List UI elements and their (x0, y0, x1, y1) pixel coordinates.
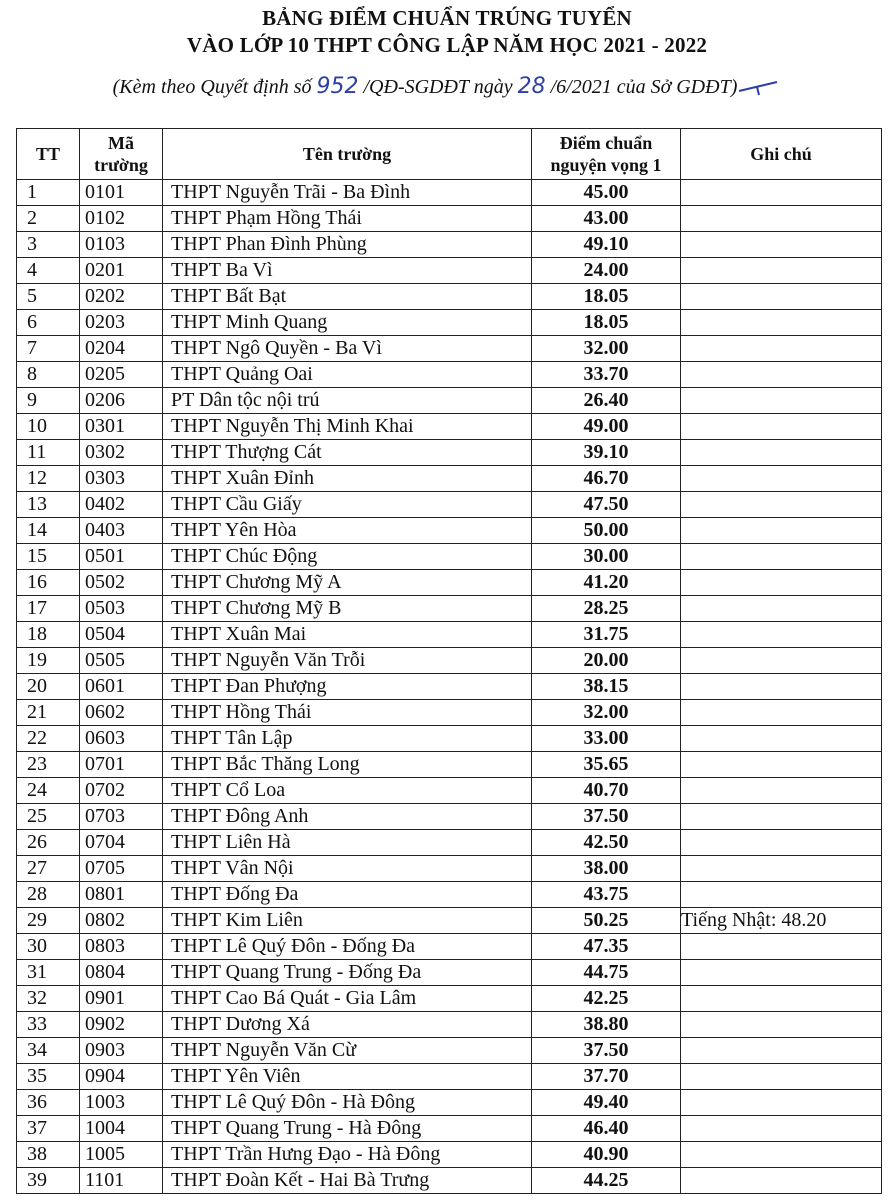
school-name: THPT Chương Mỹ B (163, 596, 532, 622)
school-code: 0205 (80, 362, 163, 388)
admission-score-table (16, 128, 882, 1194)
school-code: 0704 (80, 830, 163, 856)
school-name: THPT Phan Đình Phùng (163, 232, 532, 258)
school-name: THPT Ba Vì (163, 258, 532, 284)
school-code: 0901 (80, 986, 163, 1012)
row-number: 6 (17, 310, 80, 336)
school-name: THPT Bắc Thăng Long (163, 752, 532, 778)
school-name: THPT Quang Trung - Hà Đông (163, 1116, 532, 1142)
school-code: 0505 (80, 648, 163, 674)
row-number: 35 (17, 1064, 80, 1090)
cutoff-score: 33.00 (532, 726, 681, 752)
cutoff-score: 44.75 (532, 960, 681, 986)
school-name: THPT Bất Bạt (163, 284, 532, 310)
handwritten-tick-mark-icon (737, 79, 781, 97)
note (681, 986, 882, 1012)
note (681, 570, 882, 596)
table-row (17, 622, 882, 648)
table-row (17, 648, 882, 674)
note (681, 466, 882, 492)
document-title-line-2: VÀO LỚP 10 THPT CÔNG LẬP NĂM HỌC 2021 - 2022 (186, 33, 708, 57)
school-code: 0903 (80, 1038, 163, 1064)
school-code: 0103 (80, 232, 163, 258)
school-code: 0902 (80, 1012, 163, 1038)
table-row (17, 596, 882, 622)
school-code: 0701 (80, 752, 163, 778)
school-name: THPT Ngô Quyền - Ba Vì (163, 336, 532, 362)
cutoff-score: 43.00 (532, 206, 681, 232)
school-code: 0703 (80, 804, 163, 830)
note (681, 674, 882, 700)
school-name: THPT Cổ Loa (163, 778, 532, 804)
row-number: 19 (17, 648, 80, 674)
school-name: THPT Cao Bá Quát - Gia Lâm (163, 986, 532, 1012)
table-row (17, 544, 882, 570)
row-number: 8 (17, 362, 80, 388)
note (681, 830, 882, 856)
subtitle-part-1: (Kèm theo Quyết định số (112, 76, 317, 98)
table-row (17, 310, 882, 336)
cutoff-score: 32.00 (532, 336, 681, 362)
note (681, 960, 882, 986)
cutoff-score: 42.25 (532, 986, 681, 1012)
row-number: 37 (17, 1116, 80, 1142)
table-row (17, 700, 882, 726)
table-row (17, 752, 882, 778)
note (681, 1116, 882, 1142)
school-name: THPT Quảng Oai (163, 362, 532, 388)
school-name: THPT Nguyễn Văn Cừ (163, 1038, 532, 1064)
handwritten-decision-number: 952 (316, 74, 359, 99)
header-ten-truong: Tên trường (163, 129, 532, 180)
cutoff-score: 32.00 (532, 700, 681, 726)
school-name: THPT Thượng Cát (163, 440, 532, 466)
subtitle-part-2: /QĐ-SGDĐT ngày (358, 76, 518, 98)
note (681, 440, 882, 466)
cutoff-score: 44.25 (532, 1168, 681, 1194)
row-number: 15 (17, 544, 80, 570)
row-number: 12 (17, 466, 80, 492)
note (681, 804, 882, 830)
school-name: THPT Lê Quý Đôn - Đống Đa (163, 934, 532, 960)
school-code: 0503 (80, 596, 163, 622)
note (681, 492, 882, 518)
header-ma-line-1: Mã (108, 133, 134, 153)
table-row (17, 986, 882, 1012)
row-number: 4 (17, 258, 80, 284)
school-name: THPT Chương Mỹ A (163, 570, 532, 596)
school-code: 0204 (80, 336, 163, 362)
cutoff-score: 37.50 (532, 1038, 681, 1064)
cutoff-score: 39.10 (532, 440, 681, 466)
school-name: THPT Cầu Giấy (163, 492, 532, 518)
school-name: THPT Yên Hòa (163, 518, 532, 544)
header-tt: TT (17, 129, 80, 180)
cutoff-score: 45.00 (532, 180, 681, 206)
cutoff-score: 28.25 (532, 596, 681, 622)
note (681, 310, 882, 336)
note (681, 752, 882, 778)
cutoff-score: 46.40 (532, 1116, 681, 1142)
table-row (17, 674, 882, 700)
school-name: THPT Xuân Mai (163, 622, 532, 648)
school-name: THPT Xuân Đỉnh (163, 466, 532, 492)
cutoff-score: 18.05 (532, 310, 681, 336)
school-name: THPT Nguyễn Thị Minh Khai (163, 414, 532, 440)
subtitle-part-3: /6/2021 của Sở GDĐT) (545, 76, 738, 98)
table-row (17, 1142, 882, 1168)
cutoff-score: 40.90 (532, 1142, 681, 1168)
school-code: 0504 (80, 622, 163, 648)
school-name: THPT Đan Phượng (163, 674, 532, 700)
row-number: 1 (17, 180, 80, 206)
row-number: 26 (17, 830, 80, 856)
table-row (17, 206, 882, 232)
cutoff-score: 30.00 (532, 544, 681, 570)
cutoff-score: 24.00 (532, 258, 681, 284)
row-number: 10 (17, 414, 80, 440)
table-row (17, 518, 882, 544)
row-number: 31 (17, 960, 80, 986)
table-row (17, 466, 882, 492)
note (681, 726, 882, 752)
school-code: 0403 (80, 518, 163, 544)
note (681, 414, 882, 440)
row-number: 33 (17, 1012, 80, 1038)
cutoff-score: 43.75 (532, 882, 681, 908)
table-row (17, 1012, 882, 1038)
school-code: 0602 (80, 700, 163, 726)
row-number: 32 (17, 986, 80, 1012)
school-name: THPT Kim Liên (163, 908, 532, 934)
row-number: 3 (17, 232, 80, 258)
cutoff-score: 42.50 (532, 830, 681, 856)
row-number: 13 (17, 492, 80, 518)
note (681, 1090, 882, 1116)
note (681, 544, 882, 570)
school-code: 0501 (80, 544, 163, 570)
note (681, 388, 882, 414)
school-name: THPT Minh Quang (163, 310, 532, 336)
school-code: 1005 (80, 1142, 163, 1168)
table-header-row (17, 129, 882, 180)
table-row (17, 284, 882, 310)
school-code: 0502 (80, 570, 163, 596)
row-number: 18 (17, 622, 80, 648)
cutoff-score: 38.80 (532, 1012, 681, 1038)
school-code: 0302 (80, 440, 163, 466)
row-number: 27 (17, 856, 80, 882)
table-row (17, 440, 882, 466)
row-number: 28 (17, 882, 80, 908)
school-name: THPT Lê Quý Đôn - Hà Đông (163, 1090, 532, 1116)
table-row (17, 908, 882, 934)
note (681, 336, 882, 362)
school-code: 0904 (80, 1064, 163, 1090)
header-ma-truong (80, 129, 163, 180)
table-row (17, 804, 882, 830)
cutoff-score: 18.05 (532, 284, 681, 310)
table-row (17, 258, 882, 284)
school-name: THPT Dương Xá (163, 1012, 532, 1038)
note (681, 206, 882, 232)
table-row (17, 1116, 882, 1142)
note (681, 180, 882, 206)
cutoff-score: 38.15 (532, 674, 681, 700)
table-row (17, 830, 882, 856)
row-number: 23 (17, 752, 80, 778)
row-number: 36 (17, 1090, 80, 1116)
cutoff-score: 31.75 (532, 622, 681, 648)
school-name: THPT Đống Đa (163, 882, 532, 908)
row-number: 14 (17, 518, 80, 544)
table-row (17, 1064, 882, 1090)
cutoff-score: 47.35 (532, 934, 681, 960)
header-ma-line-2: trường (94, 155, 148, 175)
note (681, 778, 882, 804)
note (681, 258, 882, 284)
school-code: 0802 (80, 908, 163, 934)
cutoff-score: 40.70 (532, 778, 681, 804)
header-diem-chuan (532, 129, 681, 180)
table-row (17, 1090, 882, 1116)
table-row (17, 414, 882, 440)
note (681, 596, 882, 622)
school-code: 0303 (80, 466, 163, 492)
school-code: 0801 (80, 882, 163, 908)
row-number: 34 (17, 1038, 80, 1064)
note (681, 284, 882, 310)
school-name: THPT Nguyễn Văn Trỗi (163, 648, 532, 674)
row-number: 7 (17, 336, 80, 362)
cutoff-score: 50.00 (532, 518, 681, 544)
row-number: 39 (17, 1168, 80, 1194)
note (681, 856, 882, 882)
school-code: 0402 (80, 492, 163, 518)
cutoff-score: 35.65 (532, 752, 681, 778)
header-diem-line-1: Điểm chuẩn (559, 133, 653, 153)
table-row (17, 362, 882, 388)
school-code: 0102 (80, 206, 163, 232)
table-row (17, 856, 882, 882)
cutoff-score: 26.40 (532, 388, 681, 414)
header-ghi-chu: Ghi chú (681, 129, 882, 180)
table-row (17, 388, 882, 414)
school-code: 0601 (80, 674, 163, 700)
note (681, 1012, 882, 1038)
school-name: THPT Quang Trung - Đống Đa (163, 960, 532, 986)
note (681, 1064, 882, 1090)
school-name: THPT Đoàn Kết - Hai Bà Trưng (163, 1168, 532, 1194)
school-name: THPT Trần Hưng Đạo - Hà Đông (163, 1142, 532, 1168)
cutoff-score: 20.00 (532, 648, 681, 674)
table-row (17, 336, 882, 362)
school-code: 0705 (80, 856, 163, 882)
table-row (17, 232, 882, 258)
cutoff-score: 46.70 (532, 466, 681, 492)
note (681, 232, 882, 258)
decision-reference (0, 74, 894, 99)
row-number: 38 (17, 1142, 80, 1168)
note (681, 518, 882, 544)
school-code: 0203 (80, 310, 163, 336)
cutoff-score: 37.50 (532, 804, 681, 830)
note: Tiếng Nhật: 48.20 (681, 908, 882, 934)
row-number: 16 (17, 570, 80, 596)
cutoff-score: 50.25 (532, 908, 681, 934)
school-name: THPT Vân Nội (163, 856, 532, 882)
row-number: 17 (17, 596, 80, 622)
school-name: THPT Nguyễn Trãi - Ba Đình (163, 180, 532, 206)
school-name: THPT Liên Hà (163, 830, 532, 856)
row-number: 21 (17, 700, 80, 726)
school-name: THPT Chúc Động (163, 544, 532, 570)
note (681, 622, 882, 648)
school-code: 0301 (80, 414, 163, 440)
row-number: 2 (17, 206, 80, 232)
note (681, 1142, 882, 1168)
row-number: 22 (17, 726, 80, 752)
school-name: THPT Tân Lập (163, 726, 532, 752)
row-number: 29 (17, 908, 80, 934)
row-number: 11 (17, 440, 80, 466)
school-code: 0603 (80, 726, 163, 752)
school-name: THPT Hồng Thái (163, 700, 532, 726)
school-name: THPT Đông Anh (163, 804, 532, 830)
row-number: 24 (17, 778, 80, 804)
row-number: 30 (17, 934, 80, 960)
school-code: 1004 (80, 1116, 163, 1142)
table-body (17, 180, 882, 1194)
table-row (17, 180, 882, 206)
school-code: 0803 (80, 934, 163, 960)
row-number: 9 (17, 388, 80, 414)
cutoff-score: 49.40 (532, 1090, 681, 1116)
school-code: 1101 (80, 1168, 163, 1194)
school-code: 1003 (80, 1090, 163, 1116)
row-number: 5 (17, 284, 80, 310)
cutoff-score: 47.50 (532, 492, 681, 518)
cutoff-score: 41.20 (532, 570, 681, 596)
school-code: 0201 (80, 258, 163, 284)
table-row (17, 492, 882, 518)
cutoff-score: 49.10 (532, 232, 681, 258)
note (681, 1168, 882, 1194)
note (681, 648, 882, 674)
table-row (17, 960, 882, 986)
school-code: 0702 (80, 778, 163, 804)
table-row (17, 570, 882, 596)
school-name: THPT Phạm Hồng Thái (163, 206, 532, 232)
header-diem-line-2: nguyện vọng 1 (550, 155, 662, 175)
school-name: THPT Yên Viên (163, 1064, 532, 1090)
row-number: 20 (17, 674, 80, 700)
table-row (17, 1038, 882, 1064)
cutoff-score: 33.70 (532, 362, 681, 388)
note (681, 882, 882, 908)
school-code: 0804 (80, 960, 163, 986)
school-code: 0202 (80, 284, 163, 310)
table-row (17, 882, 882, 908)
school-code: 0101 (80, 180, 163, 206)
table-row (17, 726, 882, 752)
table-row (17, 1168, 882, 1194)
note (681, 700, 882, 726)
row-number: 25 (17, 804, 80, 830)
school-code: 0206 (80, 388, 163, 414)
document-title-line-1: BẢNG ĐIỂM CHUẨN TRÚNG TUYỂN (262, 6, 632, 30)
note (681, 934, 882, 960)
table-row (17, 778, 882, 804)
note (681, 1038, 882, 1064)
cutoff-score: 37.70 (532, 1064, 681, 1090)
handwritten-decision-day: 28 (517, 74, 546, 99)
note (681, 362, 882, 388)
cutoff-score: 38.00 (532, 856, 681, 882)
school-name: PT Dân tộc nội trú (163, 388, 532, 414)
table-row (17, 934, 882, 960)
cutoff-score: 49.00 (532, 414, 681, 440)
